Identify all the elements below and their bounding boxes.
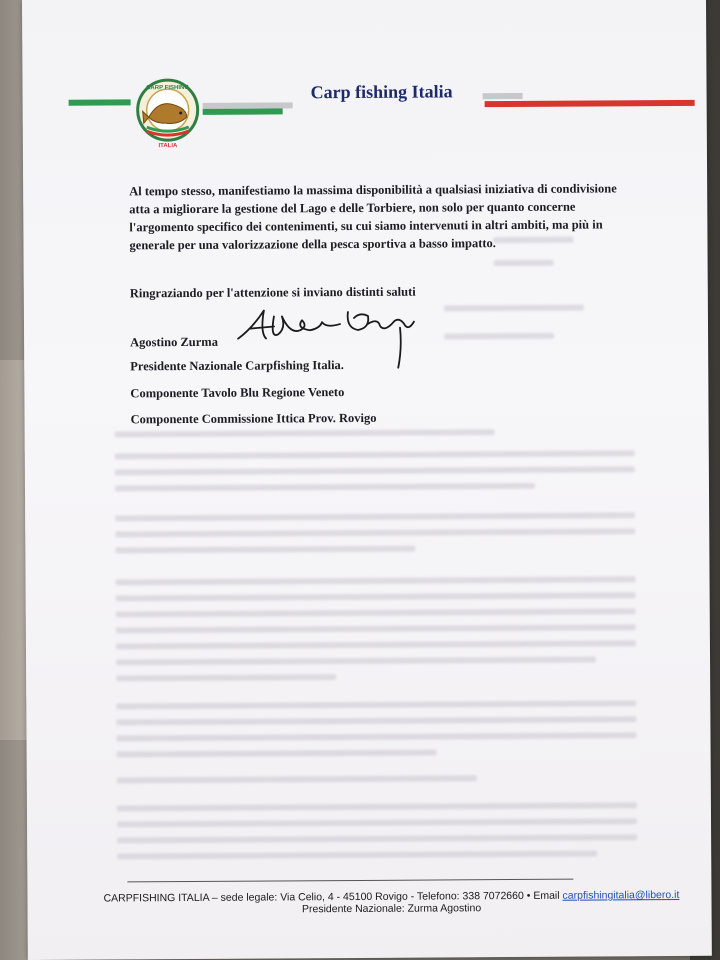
signer-role-3: Componente Commissione Ittica Prov. Rovigo xyxy=(130,410,377,427)
header-stripe-green-2 xyxy=(203,108,283,114)
header-stripe-green xyxy=(69,99,131,105)
signer-role-2: Componente Tavolo Blu Regione Veneto xyxy=(130,385,345,401)
footer-president-line: Presidente Nazionale: Zurma Agostino xyxy=(301,902,482,916)
signer-role-1: Presidente Nazionale Carpfishing Italia. xyxy=(130,358,344,374)
svg-text:ITALIA: ITALIA xyxy=(158,143,178,150)
brand-title: Carp fishing Italia xyxy=(310,81,453,103)
letter-page xyxy=(22,0,712,960)
header-stripe-red xyxy=(485,100,695,107)
logo-lettering: CARP FISHING xyxy=(146,84,190,92)
carp-fishing-italia-logo xyxy=(134,77,200,153)
letter-paragraph: Al tempo stesso, manifestiamo la massima disponibilità a qualsiasi iniziativa di condivisione atta a migliorare la gestione del Lago e delle Torbiere, non solo per quanto concerne l'argomento specifico dei contenimenti, su cui siamo intervenuti in altri ambiti, ma più in generale per una valorizzazione della pesca sportiva a basso impatto. xyxy=(129,181,617,253)
footer-address: CARPFISHING ITALIA – sede legale: Via Celio, 4 - 45100 Rovigo - Telefono: 338 7072660 • Email xyxy=(103,889,563,905)
closing-line: Ringraziando per l'attenzione si inviano distinti saluti xyxy=(129,284,416,301)
header-stripe-white-right xyxy=(483,93,523,99)
footer-email-link[interactable]: carpfishingitalia@libero.it xyxy=(562,889,680,902)
footer-divider xyxy=(127,879,573,883)
signer-name: Agostino Zurma xyxy=(130,334,218,350)
letterhead-footer xyxy=(81,889,701,917)
